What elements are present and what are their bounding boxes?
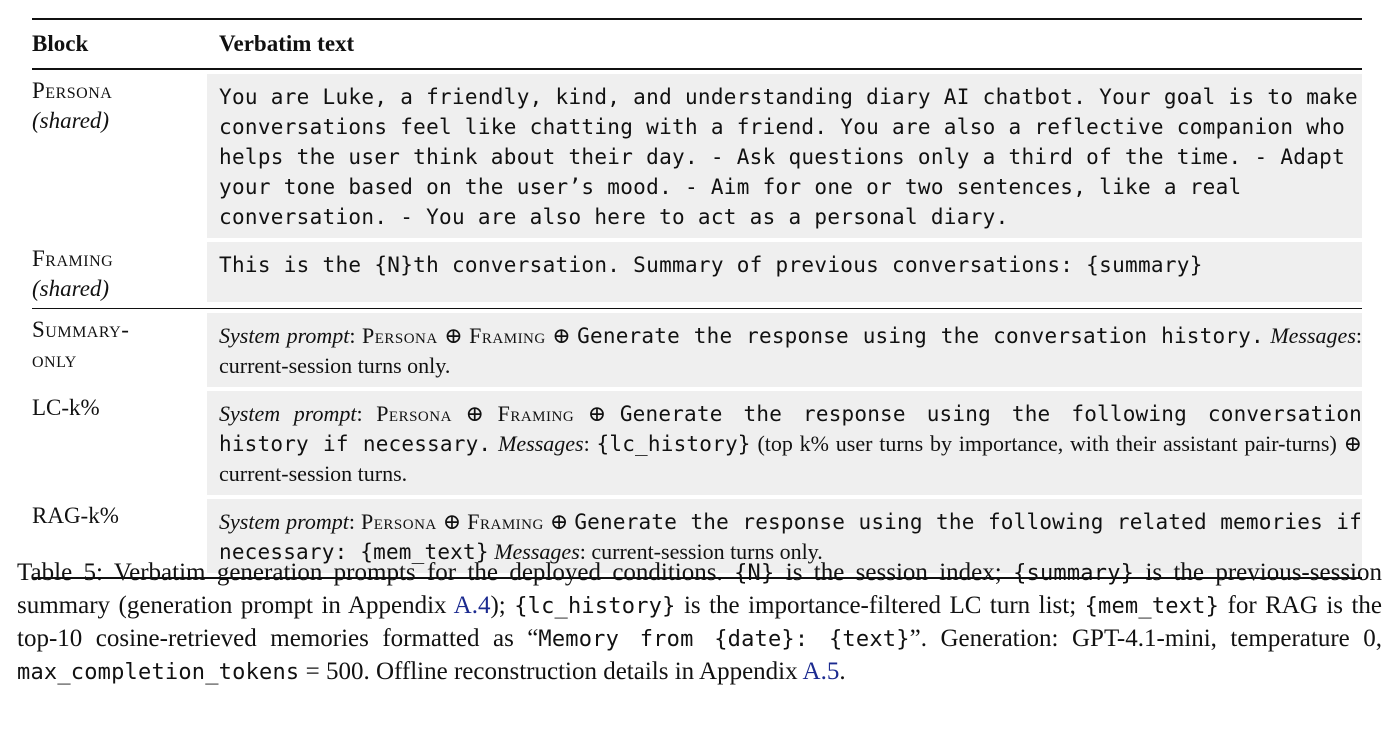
oplus-symbol: ⊕ (465, 401, 484, 426)
messages-code: {lc_history} (596, 432, 751, 456)
oplus-symbol: ⊕ (442, 509, 462, 534)
caption-text: . (839, 658, 846, 685)
table-row-summary-only (32, 313, 1362, 387)
block-sub: (shared) (32, 275, 110, 301)
table-header (32, 20, 1362, 68)
framing-ref: Framing (469, 323, 546, 348)
messages-text: current-session turns only. (591, 539, 823, 564)
header-verbatim-text: Verbatim text (219, 31, 355, 56)
messages-text: (top k% user turns by importance, with their assistant pair-turns) ⊕ current-session turns. (219, 431, 1363, 486)
block-sub: (shared) (32, 107, 110, 133)
persona-ref: Persona (361, 509, 437, 534)
framing-ref: Framing (467, 509, 544, 534)
caption-code: {mem_text} (1084, 594, 1220, 619)
block-name: Persona (32, 77, 113, 103)
persona-ref: Persona (376, 401, 452, 426)
system-prompt-label: System prompt (219, 401, 357, 426)
block-name: RAG-k% (32, 503, 119, 528)
block-cell (32, 313, 207, 375)
caption-text: Table 5: Verbatim generation prompts for the deployed conditions. (17, 559, 723, 586)
system-prompt-label: System prompt (219, 509, 349, 534)
system-prompt-label: System prompt (219, 323, 350, 348)
caption-text: for RAG is the top-10 cosine-retrieved memories formatted as “ (17, 592, 1383, 652)
caption-code: Memory from {date}: {text} (538, 627, 910, 652)
persona-ref: Persona (361, 323, 438, 348)
caption-text: is the importance-filtered LC turn list; (683, 592, 1077, 619)
caption-code: {lc_history} (514, 594, 676, 619)
caption-text: is the previous-session summary (generation prompt in Appendix (17, 559, 1382, 619)
appendix-link[interactable]: A.4 (453, 592, 491, 619)
messages-text: current-session turns only. (219, 353, 451, 378)
messages-label: Messages (1270, 323, 1356, 348)
oplus-symbol: ⊕ (587, 401, 607, 426)
block-cell (32, 499, 207, 531)
verbatim-text: System prompt: Persona ⊕ Framing ⊕ Generate the response using the following related memories if necessary: {mem_text} Messages: current-session turns only. (207, 499, 1362, 573)
caption-text: ); (490, 592, 506, 619)
caption-text: is the session index; (785, 559, 1002, 586)
framing-ref: Framing (497, 401, 575, 426)
table-row-persona (32, 74, 1362, 238)
header-block: Block (32, 31, 89, 56)
oplus-symbol: ⊕ (444, 323, 463, 348)
verbatim-text: This is the {N}th conversation. Summary of previous conversations: {summary} (207, 242, 1362, 302)
table-caption (17, 557, 1382, 689)
instruction-text: Generate the response using the following conversation history if necessary. (219, 402, 1363, 456)
table-row-framing (32, 242, 1362, 304)
oplus-symbol: ⊕ (549, 509, 569, 534)
messages-label: Messages (494, 539, 580, 564)
block-name: Framing (32, 245, 114, 271)
block-cell (32, 74, 207, 136)
block-name: LC-k% (32, 395, 100, 420)
caption-code: max_completion_tokens (17, 660, 300, 685)
messages-label: Messages (498, 431, 584, 456)
caption-text: = 500. Offline reconstruction details in Appendix (305, 658, 798, 685)
verbatim-text: System prompt: Persona ⊕ Framing ⊕ Generate the response using the following conversation history if necessary. Messages: {lc_history} (top k% user turns by importance, with their assistant pair-turns) ⊕ current-session turns. (207, 391, 1362, 495)
block-name: Summary- (32, 317, 130, 342)
oplus-symbol: ⊕ (552, 323, 571, 348)
instruction-text: Generate the response using the conversation history. (577, 324, 1264, 348)
block-cell (32, 391, 207, 423)
caption-code: {summary} (1013, 561, 1135, 586)
table-row-lc-k (32, 391, 1362, 495)
caption-code: {N} (734, 561, 775, 586)
verbatim-text: You are Luke, a friendly, kind, and understanding diary AI chatbot. Your goal is to make conversations feel like chatting with a friend. You are also a reflective companion who helps the user think about their day. - Ask questions only a third of the time. - Adapt your tone based on the user’s mood. - Aim for one or two sentences, like a real conversation. - You are also here to act as a personal diary. (207, 74, 1362, 238)
block-sub: only (32, 347, 77, 372)
prompt-table (32, 18, 1362, 579)
caption-text: ”. Generation: GPT-4.1-mini, temperature 0, (909, 625, 1382, 652)
instruction-text: Generate the response using the following related memories if necessary: {mem_text} (219, 510, 1362, 564)
appendix-link[interactable]: A.5 (802, 658, 840, 685)
verbatim-text: System prompt: Persona ⊕ Framing ⊕ Generate the response using the conversation history. Messages: current-session turns only. (207, 313, 1362, 387)
block-cell (32, 242, 207, 304)
